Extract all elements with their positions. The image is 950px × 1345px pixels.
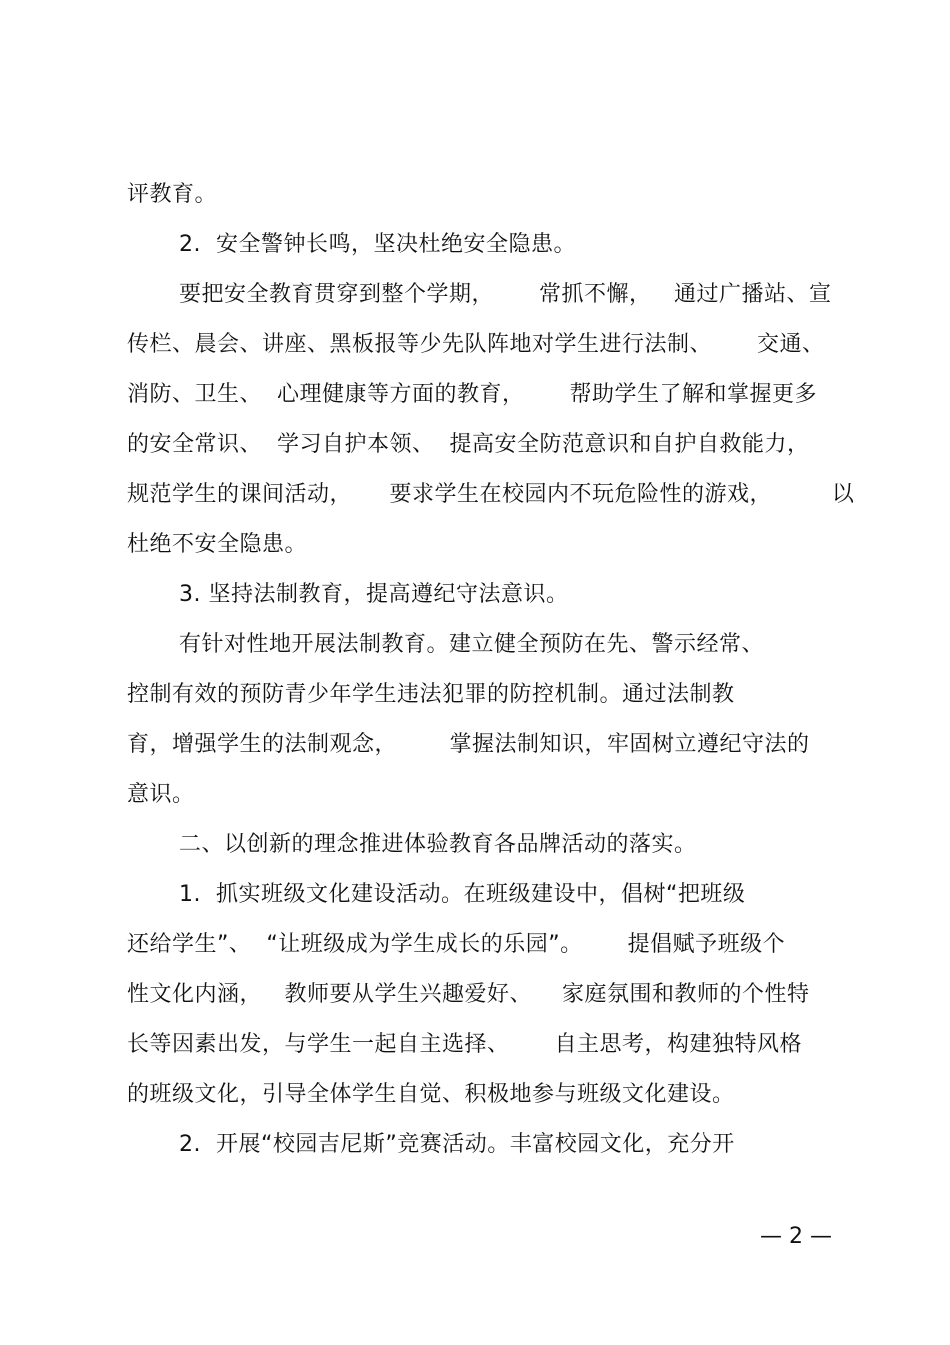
section-heading: 二、以创新的理念推进体验教育各品牌活动的落实。: [179, 832, 697, 857]
text-line: 要把安全教育贯穿到整个学期， 常抓不懈， 通过广播站、宣: [179, 282, 832, 307]
text-line: 杜绝不安全隐患。: [127, 532, 308, 557]
text-line: 控制有效的预防青少年学生违法犯罪的防控机制。通过法制教: [127, 682, 735, 707]
text-line: 规范学生的课间活动， 要求学生在校园内不玩危险性的游戏， 以: [127, 482, 855, 507]
text-line: 传栏、晨会、讲座、黑板报等少先队阵地对学生进行法制、 交通、: [127, 332, 825, 357]
text-line: 的班级文化，引导全体学生自觉、积极地参与班级文化建设。: [127, 1082, 735, 1107]
text-line: 性文化内涵， 教师要从学生兴趣爱好、 家庭氛围和教师的个性特: [127, 982, 810, 1007]
text-line: 评教育。: [127, 182, 218, 207]
page-number: — 2 —: [760, 1224, 832, 1249]
text-line: 育，增强学生的法制观念， 掌握法制知识，牢固树立遵纪守法的: [127, 732, 810, 757]
text-line: 长等因素出发，与学生一起自主选择、 自主思考，构建独特风格: [127, 1032, 802, 1057]
text-line: 的安全常识、 学习自护本领、 提高安全防范意识和自护自救能力，: [127, 432, 810, 457]
section-heading: 2. 开展“校园吉尼斯”竞赛活动。丰富校园文化，充分开: [179, 1132, 735, 1157]
text-line: 消防、卫生、 心理健康等方面的教育， 帮助学生了解和掌握更多: [127, 382, 817, 407]
text-line: 还给学生”、 “让班级成为学生成长的乐园”。 提倡赋予班级个: [127, 932, 786, 957]
text-line: 有针对性地开展法制教育。建立健全预防在先、警示经常、: [179, 632, 765, 657]
section-heading: 2. 安全警钟长鸣，坚决杜绝安全隐患。: [179, 232, 576, 257]
text-line: 意识。: [127, 782, 195, 807]
section-heading: 1. 抓实班级文化建设活动。在班级建设中，倡树“把班级: [179, 882, 746, 907]
section-heading: 3. 坚持法制教育，提高遵纪守法意识。: [179, 582, 569, 607]
